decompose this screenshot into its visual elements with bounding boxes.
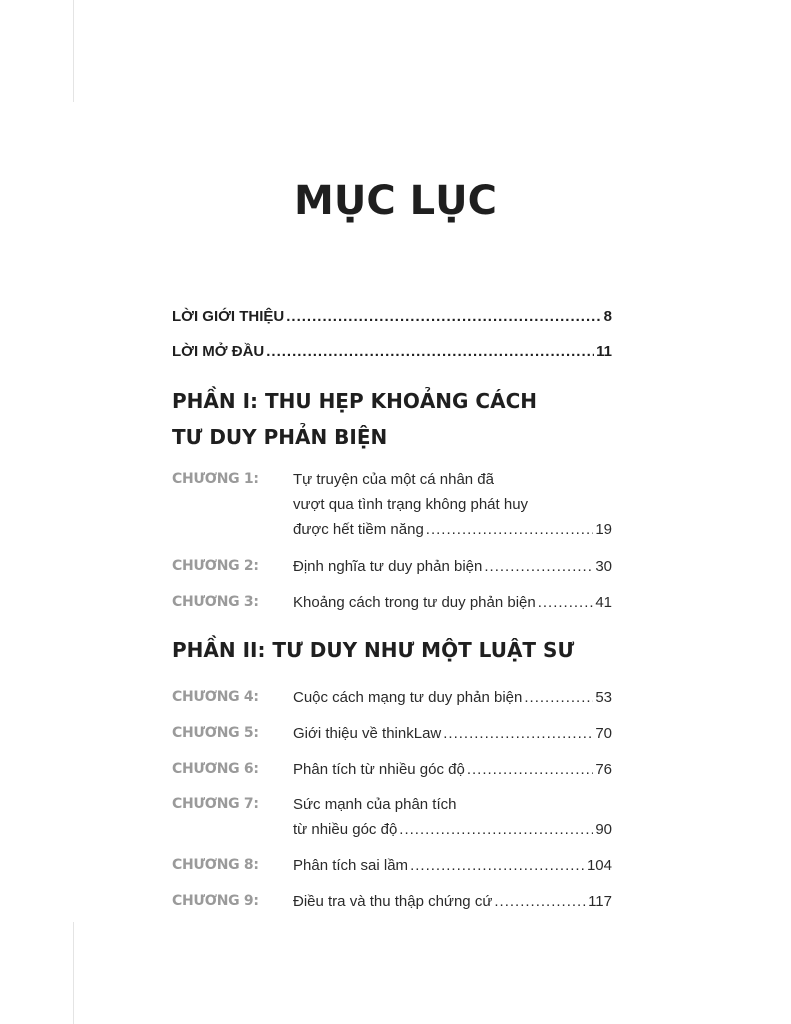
chapter-title-line: vượt qua tình trạng không phát huy	[293, 496, 529, 513]
chapter-title-line: Giới thiệu về thinkLaw	[293, 725, 442, 742]
chapter-entry-4	[172, 685, 612, 710]
chapter-title-line: được hết tiềm năng	[293, 521, 424, 538]
leader-dots	[286, 308, 601, 325]
toc-page-number: 19	[595, 521, 612, 538]
leader-dots	[494, 889, 586, 914]
chapter-label: CHƯƠNG 3:	[172, 594, 259, 610]
toc-entry-loi-gioi-thieu	[172, 308, 612, 325]
chapter-label: CHƯƠNG 2:	[172, 558, 259, 574]
chapter-label: CHƯƠNG 4:	[172, 689, 259, 705]
chapter-label: CHƯƠNG 8:	[172, 857, 259, 873]
toc-page-number: 30	[595, 558, 612, 575]
chapter-entry-5	[172, 721, 612, 746]
toc-page-number: 53	[595, 689, 612, 706]
leader-dots	[266, 343, 594, 360]
chapter-entry-8	[172, 853, 612, 878]
part-heading-line: PHẦN I: THU HẸP KHOẢNG CÁCH	[172, 389, 537, 413]
part-heading-2	[172, 632, 612, 668]
page-edge-line-top	[73, 0, 74, 102]
chapter-title-line: Điều tra và thu thập chứng cứ	[293, 893, 493, 910]
chapter-title-line: Định nghĩa tư duy phản biện	[293, 558, 483, 575]
page-edge-line-bottom	[73, 922, 74, 1024]
chapter-title-line: Khoảng cách trong tư duy phản biện	[293, 594, 536, 611]
chapter-label: CHƯƠNG 5:	[172, 725, 259, 741]
part-heading-line: TƯ DUY PHẢN BIỆN	[172, 425, 388, 449]
chapter-entry-9	[172, 889, 612, 914]
leader-dots	[524, 685, 593, 710]
toc-page-number: 76	[595, 761, 612, 778]
chapter-entry-7	[172, 792, 612, 842]
toc-page-number: 41	[595, 594, 612, 611]
toc-page-number: 8	[603, 308, 612, 325]
toc-entry-title: LỜI GIỚI THIỆU	[172, 308, 285, 325]
chapter-label: CHƯƠNG 9:	[172, 893, 259, 909]
toc-page-number: 90	[595, 821, 612, 838]
toc-entry-loi-mo-dau	[172, 343, 612, 360]
leader-dots	[443, 721, 593, 746]
chapter-entry-1	[172, 467, 612, 542]
part-heading-1	[172, 383, 612, 455]
chapter-entry-3	[172, 590, 612, 615]
leader-dots	[426, 517, 594, 542]
chapter-label: CHƯƠNG 7:	[172, 796, 259, 812]
page-title: MỤC LỤC	[294, 178, 497, 224]
toc-page-number: 104	[586, 857, 612, 874]
leader-dots	[467, 757, 593, 782]
chapter-entry-6	[172, 757, 612, 782]
leader-dots	[399, 817, 593, 842]
toc-page-number: 70	[595, 725, 612, 742]
chapter-label: CHƯƠNG 6:	[172, 761, 259, 777]
leader-dots	[410, 853, 585, 878]
chapter-title-line: từ nhiều góc độ	[293, 821, 398, 838]
chapter-title-line: Phân tích từ nhiều góc độ	[293, 761, 465, 778]
chapter-title-line: Phân tích sai lầm	[293, 857, 409, 874]
toc-entry-title: LỜI MỞ ĐẦU	[172, 343, 265, 360]
leader-dots	[538, 590, 594, 615]
chapter-label: CHƯƠNG 1:	[172, 471, 259, 487]
chapter-title-line: Cuộc cách mạng tư duy phản biện	[293, 689, 523, 706]
toc-page-number: 117	[588, 893, 612, 910]
chapter-title-line: Tự truyện của một cá nhân đã	[293, 471, 494, 488]
part-heading-line: PHẦN II: TƯ DUY NHƯ MỘT LUẬT SƯ	[172, 638, 575, 662]
leader-dots	[484, 554, 593, 579]
toc-page-number: 11	[596, 343, 612, 360]
chapter-title-line: Sức mạnh của phân tích	[293, 796, 457, 813]
chapter-entry-2	[172, 554, 612, 579]
